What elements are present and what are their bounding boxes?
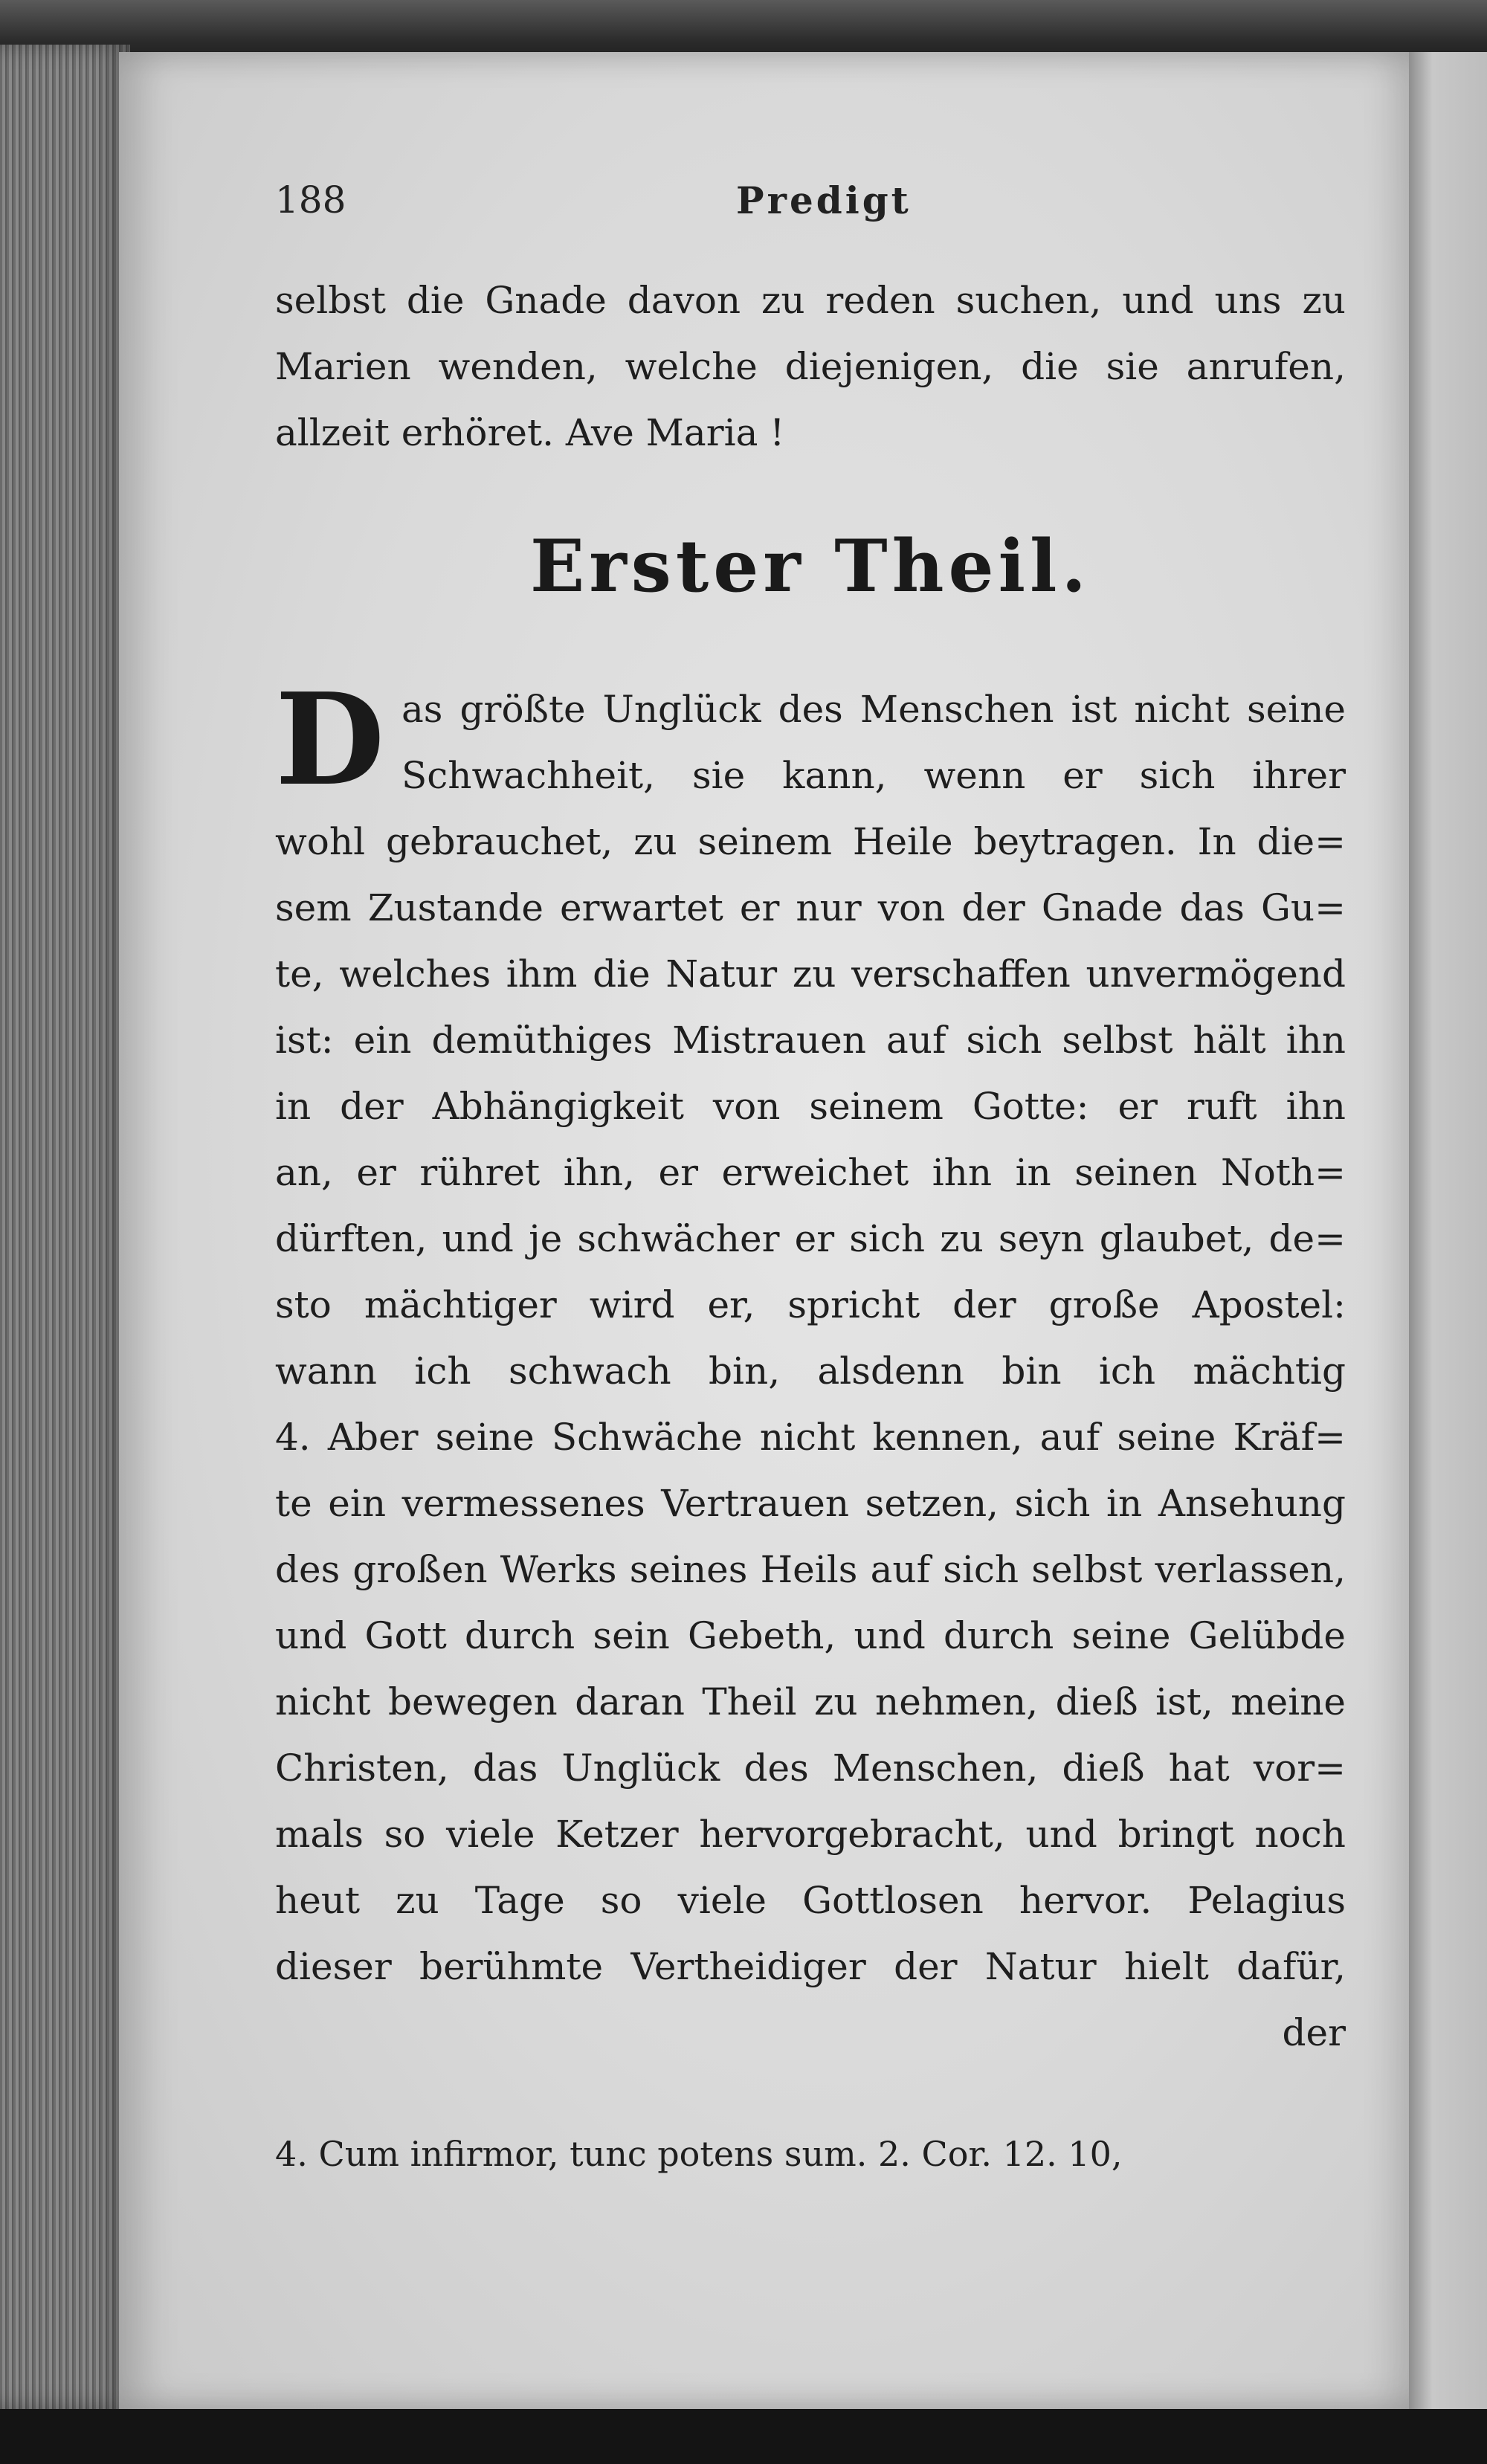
text-line: wann ich schwach bin, alsdenn bin ich mächtig [275,1349,1346,1393]
text-line: heut zu Tage so viele Gottlosen hervor. Pelagius [275,1879,1346,1922]
text-line: mals so viele Ketzer hervorgebracht, und bringt noch [275,1813,1346,1856]
text-line: te, welches ihm die Natur zu verschaffen unvermögend [275,952,1346,996]
text-line: Christen, das Unglück des Menschen, dieß hat vor= [275,1747,1346,1790]
text-line: as größte Unglück des Menschen ist nicht seine [401,688,1346,731]
drop-cap: D [275,665,385,814]
text-line: und Gott durch sein Gebeth, und durch seine Gelübde [275,1614,1346,1657]
text-line: ist: ein demüthiges Mistrauen auf sich selbst hält ihn [275,1019,1346,1062]
running-header [275,178,1346,230]
book-bottom-shadow [0,2409,1487,2464]
text-line: sem Zustande erwartet er nur von der Gnade das Gu= [275,886,1346,929]
text-line: selbst die Gnade davon zu reden suchen, und uns zu [275,279,1346,322]
text-line: an, er rühret ihn, er erweichet ihn in seinen Noth= [275,1151,1346,1194]
page-number: 188 [275,178,346,222]
text-line: wohl gebrauchet, zu seinem Heile beytragen. In die= [275,820,1346,863]
body-paragraph [275,809,1346,2066]
facing-page-edge [1409,52,1487,2409]
catchword: der [1282,2011,1346,2054]
text-line: des großen Werks seines Heils auf sich selbst verlassen, [275,1548,1346,1591]
page-stack-edge [0,45,130,2409]
footnote: 4. Cum infirmor, tunc potens sum. 2. Cor. 12. 10, [275,2134,1123,2174]
intro-paragraph [275,268,1346,466]
running-head-title: Predigt [736,178,912,222]
text-line: allzeit erhöret. Ave Maria ! [275,411,785,454]
section-heading: Erster Theil. [530,524,1091,608]
drop-cap-lines [401,677,1346,809]
text-line: nicht bewegen daran Theil zu nehmen, dieß ist, meine [275,1680,1346,1723]
text-line: te ein vermessenes Vertrauen setzen, sich in Ansehung [275,1482,1346,1525]
text-line: Schwachheit, sie kann, wenn er sich ihrer [401,754,1346,797]
text-line: Marien wenden, welche diejenigen, die sie anrufen, [275,345,1346,388]
text-line: sto mächtiger wird er, spricht der große Apostel: [275,1283,1346,1326]
text-line: in der Abhängigkeit von seinem Gotte: er ruft ihn [275,1085,1346,1128]
text-line: dieser berühmte Vertheidiger der Natur hielt dafür, [275,1945,1346,1988]
text-line: 4. Aber seine Schwäche nicht kennen, auf seine Kräf= [275,1416,1346,1459]
text-line: dürften, und je schwächer er sich zu seyn glaubet, de= [275,1217,1346,1260]
